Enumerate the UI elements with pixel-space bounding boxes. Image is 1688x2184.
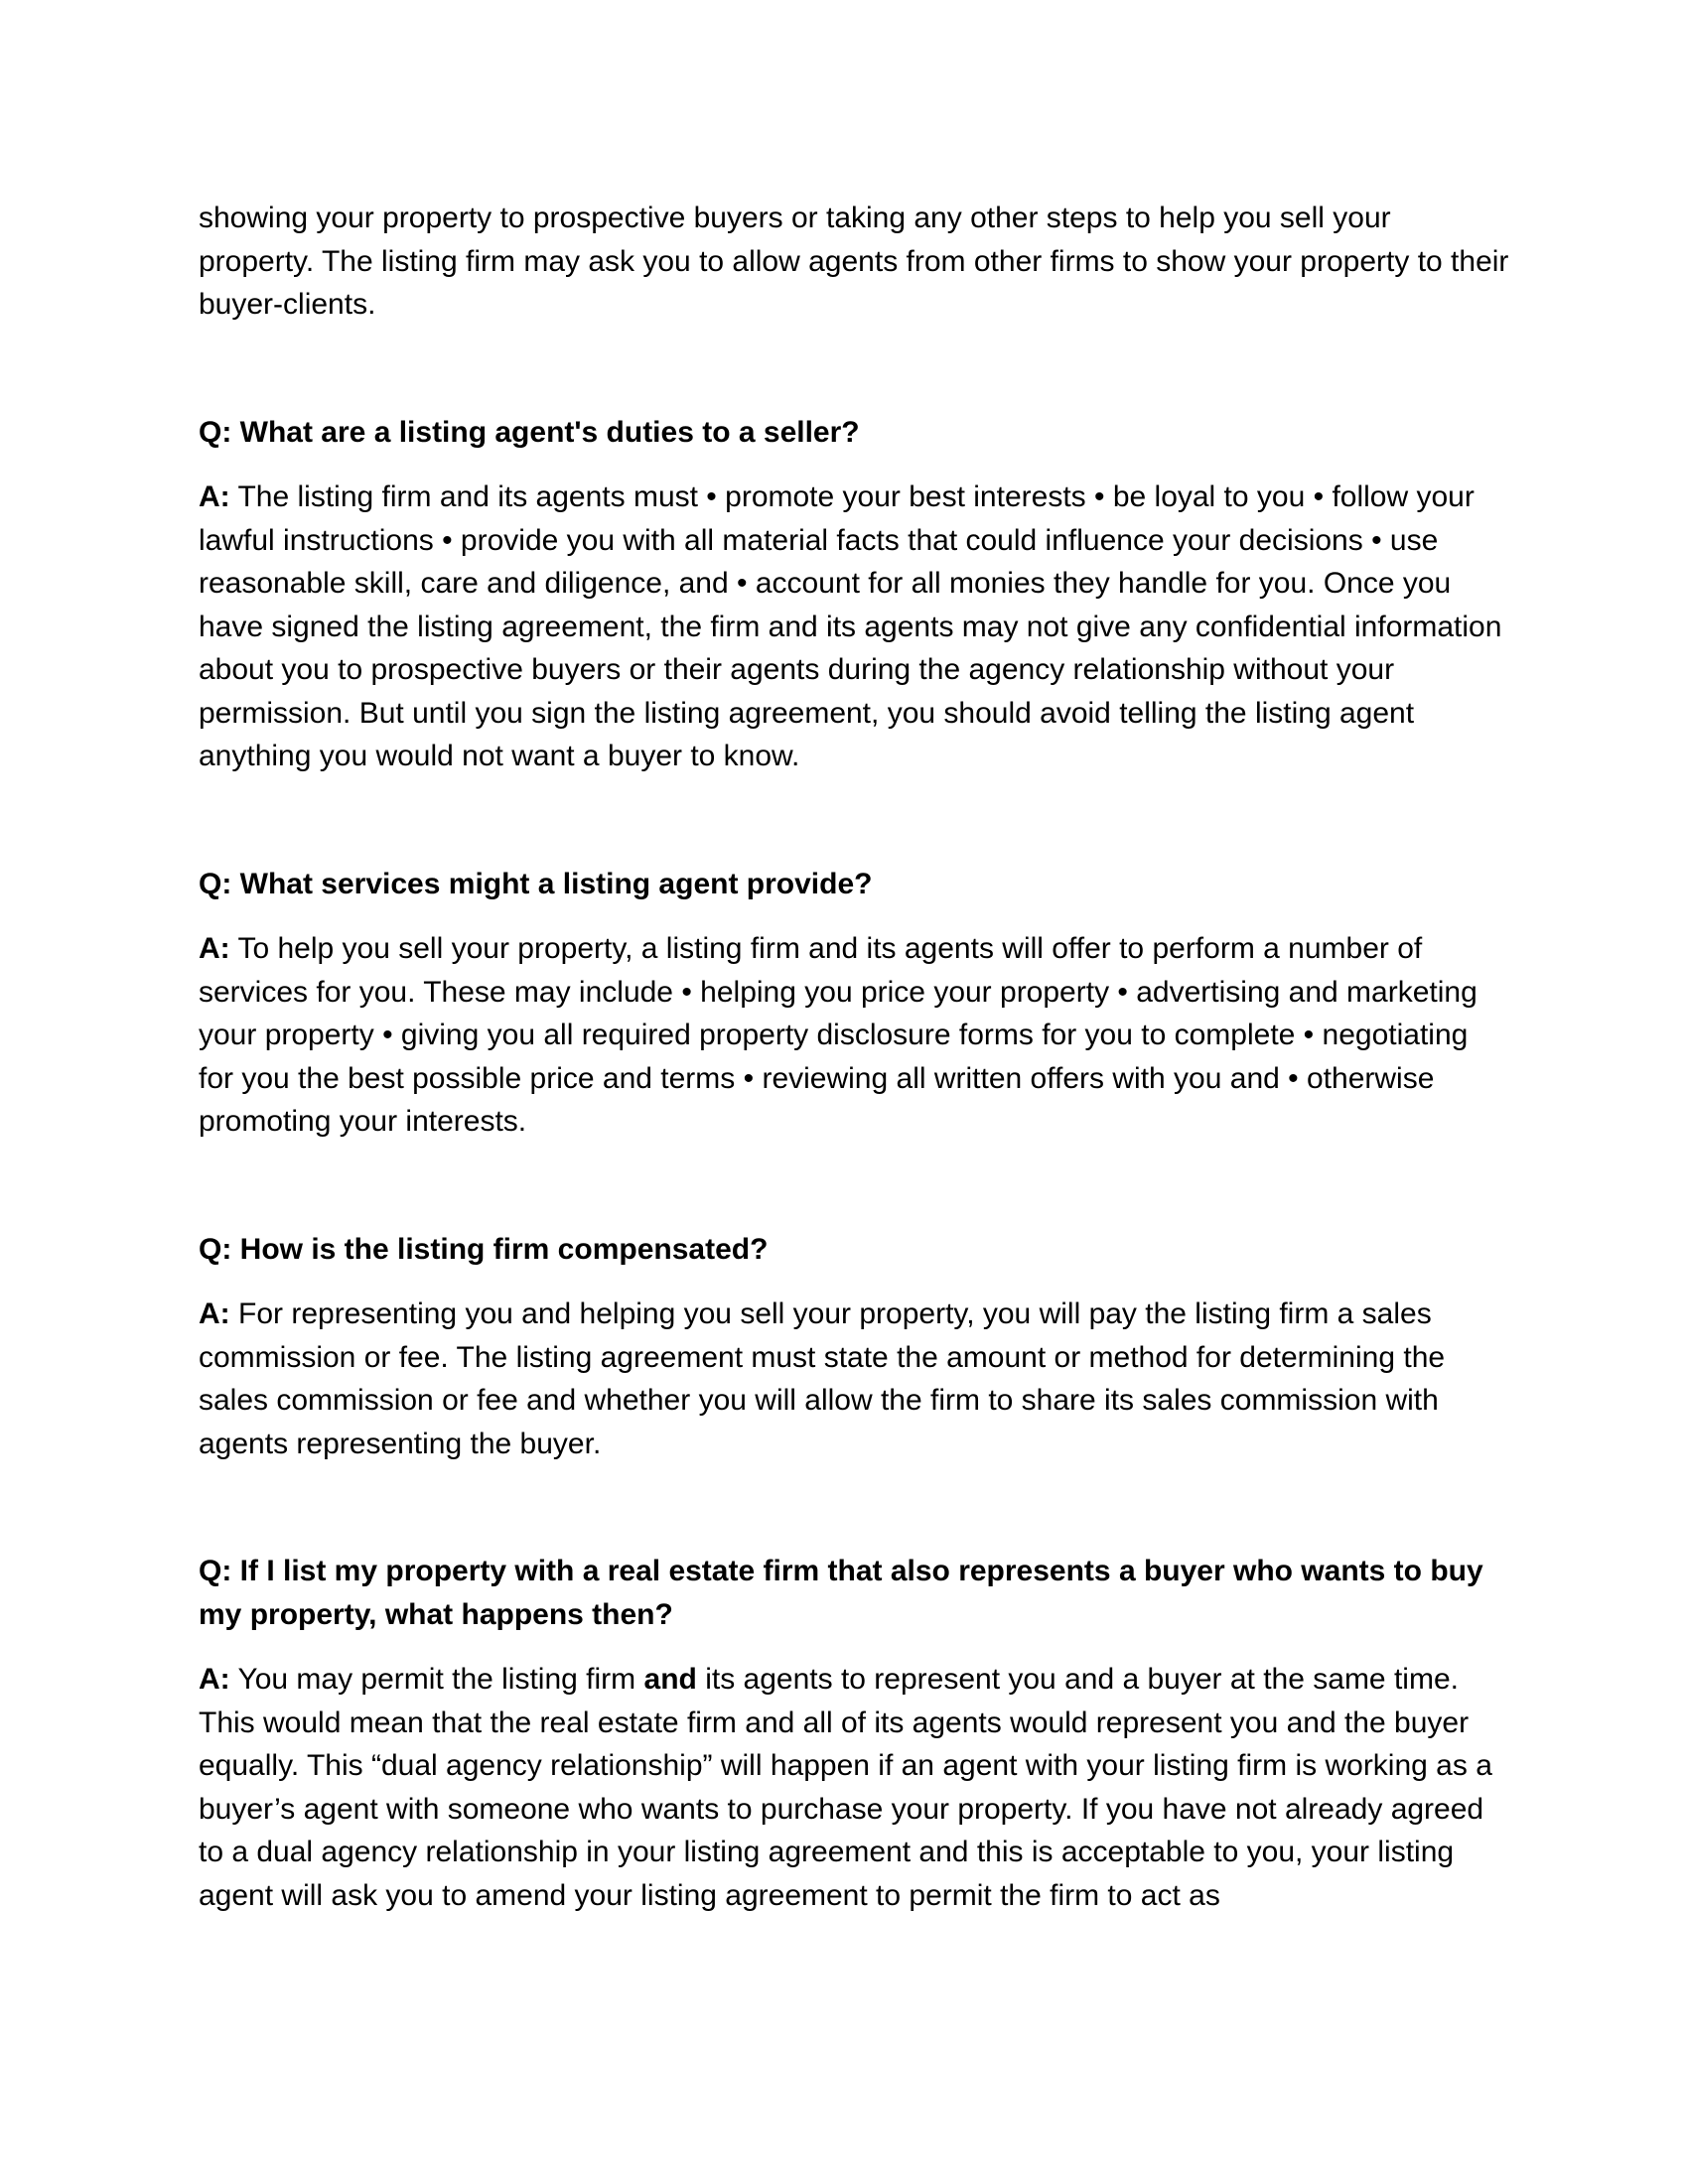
intro-paragraph: showing your property to prospective buyers or taking any other steps to help you sell your property. The listing firm may ask you to allow agents from other firms to show your property to their buyer-clients. bbox=[199, 202, 1509, 321]
answer-emphasis: and bbox=[643, 1663, 697, 1696]
answer-label: A: bbox=[199, 1663, 230, 1696]
question-listing-firm-compensation: Q: How is the listing firm compensated? bbox=[199, 1232, 769, 1266]
answer-text-start: You may permit the listing firm bbox=[237, 1663, 636, 1696]
document-page bbox=[199, 197, 1509, 2001]
answer-label: A: bbox=[199, 932, 230, 965]
answer-listing-firm-compensation bbox=[199, 1293, 1509, 1465]
question-listing-agent-duties: Q: What are a listing agent's duties to a seller? bbox=[199, 415, 860, 449]
question-listing-agent-services: Q: What services might a listing agent provide? bbox=[199, 867, 873, 900]
answer-text: To help you sell your property, a listing firm and its agents will offer to perform a number of services for you. These may include • helping you price your property • advertising and marketing your property • giving you all required property disclosure forms for you to complete • negotiating for you the best possible price and terms • reviewing all written offers with you and • otherwise promoting your interests. bbox=[199, 932, 1477, 1138]
answer-dual-agency bbox=[199, 1658, 1509, 1917]
answer-label: A: bbox=[199, 480, 230, 513]
answer-listing-agent-services bbox=[199, 927, 1509, 1144]
answer-text: The listing firm and its agents must • promote your best interests • be loyal to you • follow your lawful instructions • provide you with all material facts that could influence your decisions • use reasonable skill, care and diligence, and • account for all monies they handle for you. Once you have signed the listing agreement, the firm and its agents may not give any confidential information about you to prospective buyers or their agents during the agency relationship without your permission. But until you sign the listing agreement, you should avoid telling the listing agent anything you would not want a buyer to know. bbox=[199, 480, 1502, 772]
answer-listing-agent-duties bbox=[199, 476, 1509, 778]
answer-text-end: its agents to represent you and a buyer at the same time. This would mean that the real estate firm and all of its agents would represent you and the buyer equally. This “dual agency relationship” will happen if an agent with your listing firm is working as a buyer’s agent with someone who wants to purchase your property. If you have not already agreed to a dual agency relationship in your listing agreement and this is acceptable to you, your listing agent will ask you to amend your listing agreement to permit the firm to act as bbox=[199, 1663, 1492, 1912]
answer-text: For representing you and helping you sell your property, you will pay the listing firm a sales commission or fee. The listing agreement must state the amount or method for determining the sales commission or fee and whether you will allow the firm to share its sales commission with agents representing the buyer. bbox=[199, 1297, 1446, 1460]
question-dual-agency: Q: If I list my property with a real estate firm that also represents a buyer who wants to buy my property, what happens then? bbox=[199, 1555, 1483, 1631]
answer-label: A: bbox=[199, 1297, 230, 1330]
